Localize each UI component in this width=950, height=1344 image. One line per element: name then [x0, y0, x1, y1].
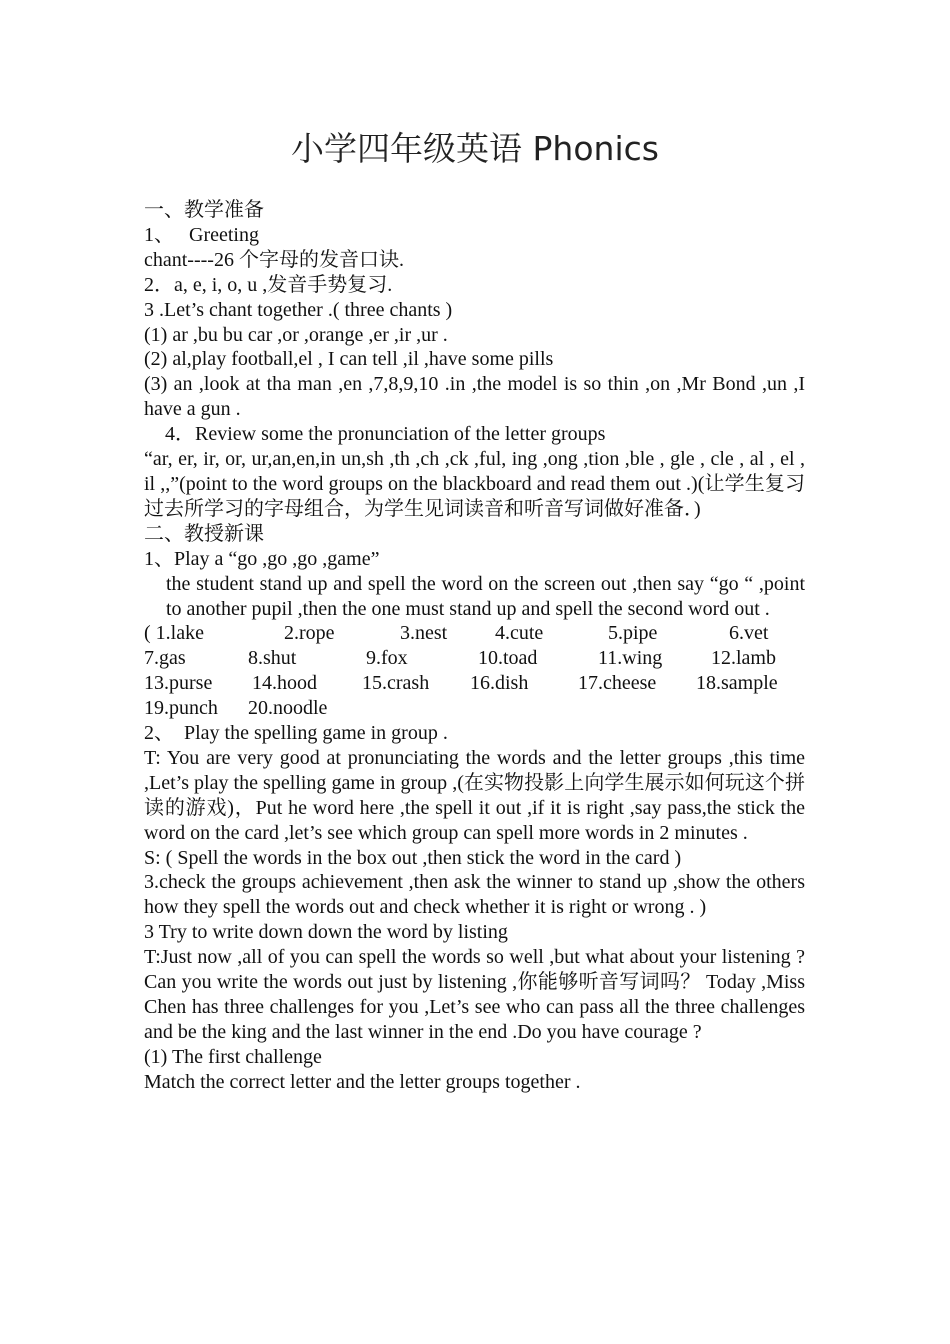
word-list-row	[144, 671, 805, 696]
word-list-row	[144, 621, 805, 646]
text-line: 4．Review some the pronunciation of the letter groups	[165, 423, 606, 446]
word-item: 16.dish	[470, 672, 529, 695]
word-item: 7.gas	[144, 647, 186, 670]
word-item: 12.lamb	[711, 647, 776, 670]
text-line: 3 .Let’s chant together .( three chants )	[144, 298, 453, 321]
word-item: ( 1.lake	[144, 622, 204, 645]
word-item: 5.pipe	[608, 622, 658, 645]
text-line: 3 Try to write down down the word by listing	[144, 921, 508, 944]
text-paragraph: T:Just now ,all of you can spell the words so well ,but what about your listening ? Can you write the words out just by listening ,你能够听音写词吗？ Today ,Miss Chen has three challenges for you ,Let’s see who can pass all the three challenges and be the king and the last winner in the end .Do you have courage ?	[144, 946, 805, 1043]
text-line: (2) al,play football,el , I can tell ,il ,have some pills	[144, 348, 554, 371]
word-list-row	[144, 696, 805, 721]
text-line: 2．a, e, i, o, u ,发音手势复习.	[144, 273, 393, 296]
text-line: 1、Play a “go ,go ,go ,game”	[144, 547, 380, 570]
section-heading-new-lesson: 二、教授新课	[144, 522, 264, 545]
word-item: 6.vet	[729, 622, 769, 645]
word-item: 9.fox	[366, 647, 408, 670]
word-item: 20.noodle	[248, 697, 328, 720]
text-line: Match the correct letter and the letter groups together .	[144, 1070, 581, 1093]
text-line: 1、 Greeting	[144, 223, 259, 246]
word-item: 14.hood	[252, 672, 317, 695]
word-item: 18.sample	[696, 672, 778, 695]
word-item: 4.cute	[495, 622, 544, 645]
text-line: (1) ar ,bu bu car ,or ,orange ,er ,ir ,ur .	[144, 323, 448, 346]
text-paragraph: (3) an ,look at tha man ,en ,7,8,9,10 .in ,the model is so thin ,on ,Mr Bond ,un ,I have a gun .	[144, 373, 805, 421]
text-paragraph: the student stand up and spell the word on the screen out ,then say “go “ ,point to another pupil ,then the one must stand up and spell the second word out .	[166, 572, 805, 620]
word-item: 19.punch	[144, 697, 218, 720]
word-item: 2.rope	[284, 622, 335, 645]
word-item: 3.nest	[400, 622, 448, 645]
text-paragraph: T: You are very good at pronunciating the words and the letter groups ,this time ,Let’s play the spelling game in group ,(在实物投影上向学生展示如何玩这个拼读的游戏)，Put he word here ,the spell it out ,if it is right ,say pass,the stick the word on the card ,let’s see which group can spell more words in 2 minutes .	[144, 746, 805, 844]
word-item: 10.toad	[478, 647, 538, 670]
text-paragraph: 3.check the groups achievement ,then ask the winner to stand up ,show the others how they spell the words out and check whether it is right or wrong . )	[144, 871, 805, 919]
word-item: 13.purse	[144, 672, 213, 695]
text-line: (1) The first challenge	[144, 1045, 322, 1068]
word-item: 15.crash	[362, 672, 430, 695]
text-line: 2、 Play the spelling game in group .	[144, 722, 448, 745]
word-item: 11.wing	[598, 647, 663, 670]
word-item: 8.shut	[248, 647, 297, 670]
text-line: chant----26 个字母的发音口诀.	[144, 248, 404, 271]
text-paragraph: “ar, er, ir, or, ur,an,en,in un,sh ,th ,ch ,ck ,ful, ing ,ong ,tion ,ble , gle , cle , al , el , il ,,”(point to the word groups on the blackboard and read them out .)(让学生复习过去所学习的字母组合，为学生见词读音和听音写词做好准备．)	[144, 448, 805, 520]
document-body	[144, 198, 805, 1095]
section-heading-preparation: 一、教学准备	[144, 199, 264, 221]
word-item: 17.cheese	[578, 672, 657, 695]
text-line: S: ( Spell the words in the box out ,then stick the word in the card )	[144, 846, 682, 869]
document-title: 小学四年级英语 Phonics	[291, 129, 659, 168]
word-list-row	[144, 646, 805, 671]
